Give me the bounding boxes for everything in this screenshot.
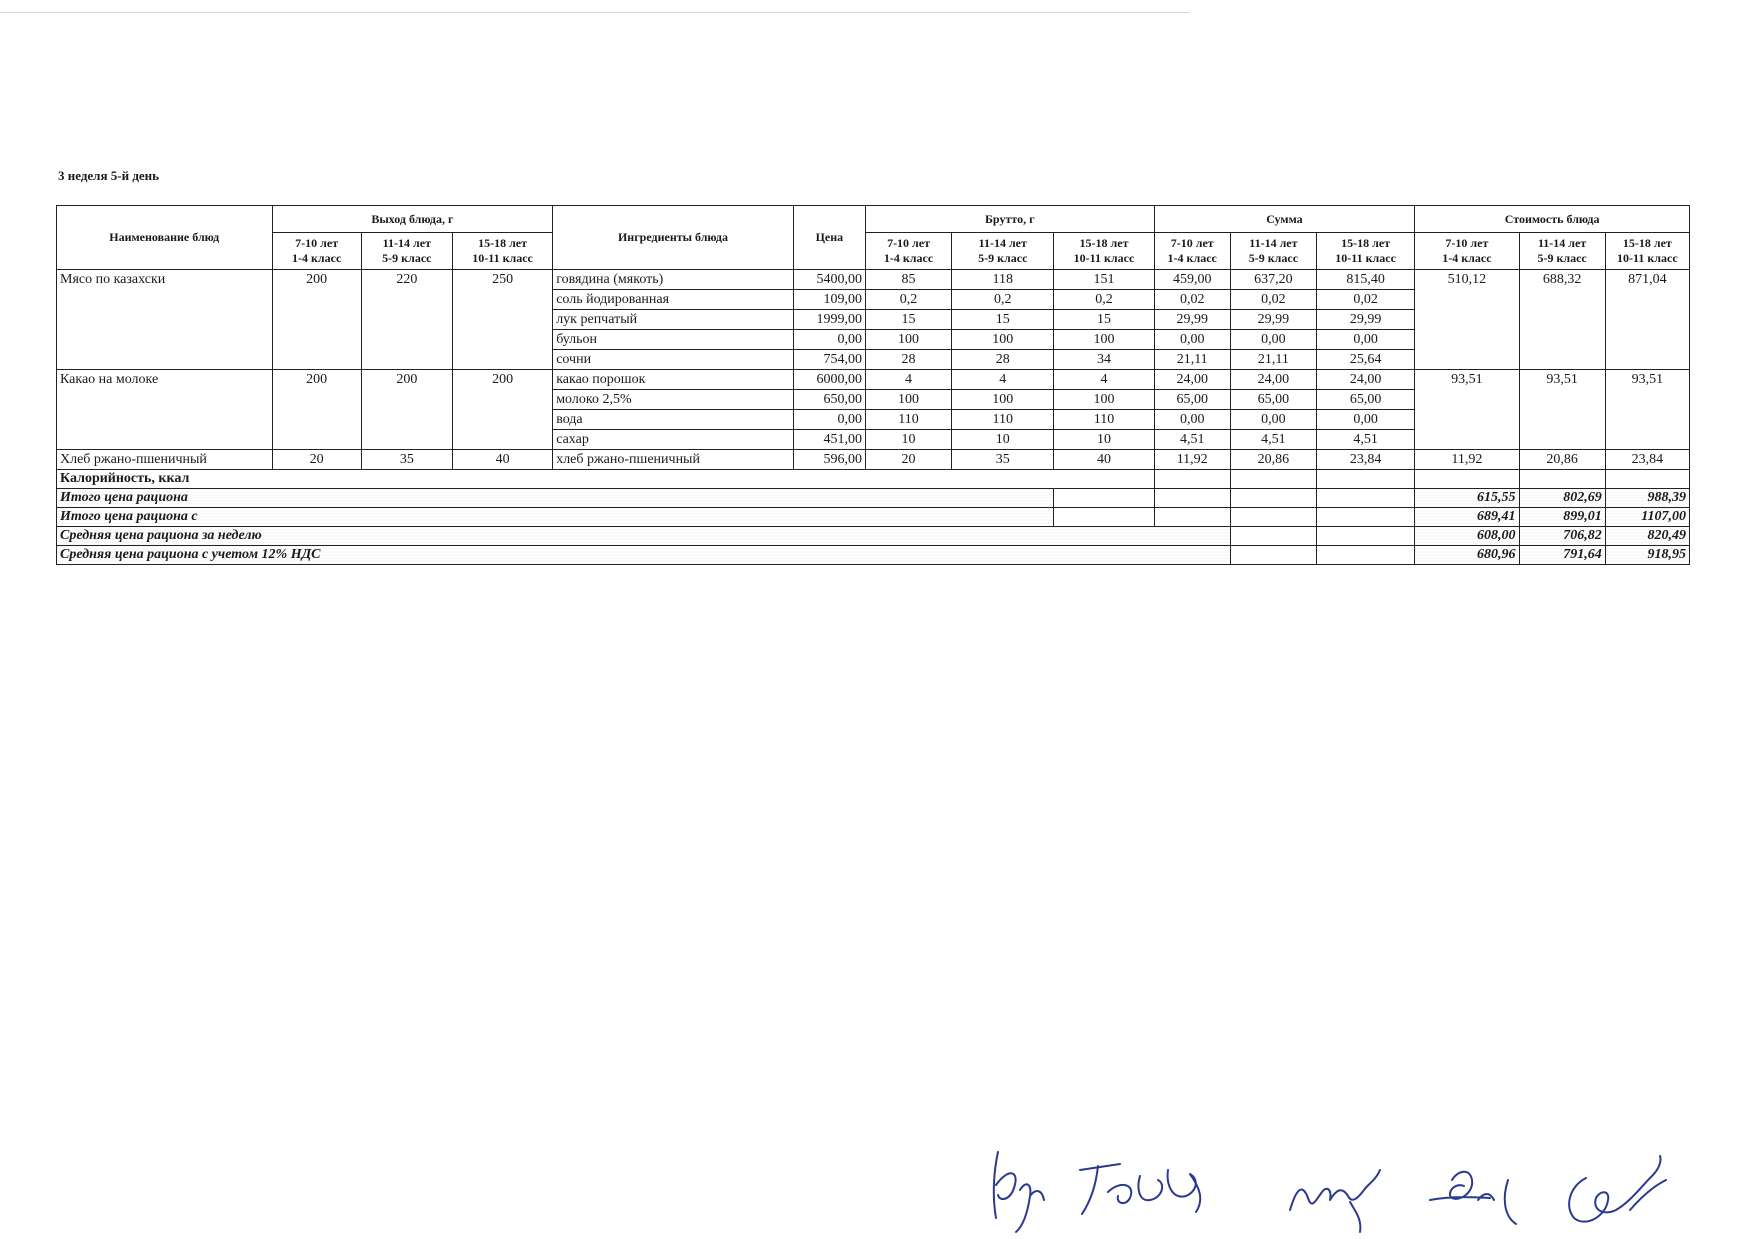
grade-label: 1-4 класс [291, 251, 342, 265]
summary-value: 802,69 [1519, 489, 1605, 508]
ingredient-brutto: 85 [865, 270, 951, 290]
summary-label: Средняя цена рациона за неделю [57, 527, 1231, 546]
ingredient-sum: 24,00 [1230, 370, 1316, 390]
ingredient-name: какао порошок [553, 370, 794, 390]
summary-label: Средняя цена рациона с учетом 12% НДС [57, 546, 1231, 565]
ingredient-brutto: 4 [865, 370, 951, 390]
dish-yield: 40 [452, 450, 552, 470]
header-sum-age-2 [1230, 233, 1316, 270]
header-sum: Сумма [1154, 206, 1415, 233]
age-range-label: 7-10 лет [887, 236, 931, 250]
grade-label: 1-4 класс [1167, 251, 1217, 265]
ingredient-brutto: 110 [952, 410, 1054, 430]
header-price: Цена [793, 206, 865, 270]
header-sum-age-1 [1154, 233, 1230, 270]
header-brutto-age-2 [952, 233, 1054, 270]
grade-label: 10-11 класс [1073, 251, 1135, 265]
ingredient-brutto: 34 [1054, 350, 1154, 370]
ingredient-sum: 0,00 [1316, 330, 1414, 350]
summary-value: 820,49 [1605, 527, 1689, 546]
header-brutto-age-1 [865, 233, 951, 270]
ingredient-name: хлеб ржано-пшеничный [553, 450, 794, 470]
dish-yield: 200 [272, 270, 361, 370]
empty-cell [1230, 508, 1316, 527]
ingredient-brutto: 151 [1054, 270, 1154, 290]
calorie-label: Калорийность, ккал [57, 470, 1155, 489]
ingredient-sum: 0,00 [1230, 330, 1316, 350]
dish-cost: 93,51 [1519, 370, 1605, 450]
ingredient-brutto: 118 [952, 270, 1054, 290]
ingredient-price: 5400,00 [793, 270, 865, 290]
ingredient-brutto: 100 [865, 330, 951, 350]
ingredient-sum: 0,00 [1316, 410, 1414, 430]
summary-value: 608,00 [1415, 527, 1519, 546]
dish-name: Хлеб ржано-пшеничный [57, 450, 273, 470]
ingredient-name: соль йодированная [553, 290, 794, 310]
ingredient-brutto: 20 [865, 450, 951, 470]
summary-row [57, 508, 1690, 527]
ingredient-brutto: 100 [952, 390, 1054, 410]
ingredient-brutto: 28 [952, 350, 1054, 370]
ingredient-sum: 29,99 [1154, 310, 1230, 330]
ingredient-brutto: 110 [1054, 410, 1154, 430]
dish-yield: 250 [452, 270, 552, 370]
summary-value: 918,95 [1605, 546, 1689, 565]
dish-yield: 200 [361, 370, 452, 450]
table-body [57, 270, 1690, 565]
summary-value: 899,01 [1519, 508, 1605, 527]
ingredient-brutto: 0,2 [1054, 290, 1154, 310]
header-yield: Выход блюда, г [272, 206, 553, 233]
ingredient-brutto: 28 [865, 350, 951, 370]
ingredient-name: сочни [553, 350, 794, 370]
ingredient-brutto: 4 [952, 370, 1054, 390]
header-yield-age-2 [361, 233, 452, 270]
ingredient-price: 0,00 [793, 410, 865, 430]
ingredient-brutto: 0,2 [865, 290, 951, 310]
ration-cost-table [56, 205, 1690, 565]
table-row [57, 450, 1690, 470]
age-range-label: 15-18 лет [1079, 236, 1129, 250]
empty-cell [1316, 546, 1414, 565]
ingredient-name: бульон [553, 330, 794, 350]
ingredient-brutto: 15 [1054, 310, 1154, 330]
ingredient-sum: 637,20 [1230, 270, 1316, 290]
age-range-label: 11-14 лет [382, 236, 431, 250]
ingredient-price: 6000,00 [793, 370, 865, 390]
empty-cell [1316, 470, 1414, 489]
age-range-label: 15-18 лет [1622, 236, 1672, 250]
summary-row [57, 546, 1690, 565]
ingredient-name: лук репчатый [553, 310, 794, 330]
ingredient-price: 596,00 [793, 450, 865, 470]
header-cost-age-3 [1605, 233, 1689, 270]
dish-cost: 871,04 [1605, 270, 1689, 370]
ingredient-brutto: 0,2 [952, 290, 1054, 310]
ingredient-name: сахар [553, 430, 794, 450]
dish-cost: 11,92 [1415, 450, 1519, 470]
dish-name: Какао на молоке [57, 370, 273, 450]
age-range-label: 15-18 лет [478, 236, 528, 250]
ingredient-sum: 24,00 [1154, 370, 1230, 390]
ingredient-price: 451,00 [793, 430, 865, 450]
header-brutto-age-3 [1054, 233, 1154, 270]
empty-cell [1230, 470, 1316, 489]
summary-value: 1107,00 [1605, 508, 1689, 527]
summary-row [57, 489, 1690, 508]
summary-value: 791,64 [1519, 546, 1605, 565]
ingredient-sum: 21,11 [1154, 350, 1230, 370]
header-yield-age-1 [272, 233, 361, 270]
summary-value: 615,55 [1415, 489, 1519, 508]
ingredient-sum: 21,11 [1230, 350, 1316, 370]
empty-cell [1230, 527, 1316, 546]
dish-cost: 93,51 [1605, 370, 1689, 450]
ingredient-name: молоко 2,5% [553, 390, 794, 410]
ingredient-brutto: 40 [1054, 450, 1154, 470]
empty-cell [1230, 546, 1316, 565]
age-range-label: 7-10 лет [1445, 236, 1489, 250]
dish-cost: 23,84 [1605, 450, 1689, 470]
summary-label: Итого цена рациона с [57, 508, 1054, 527]
age-group-header-row [57, 233, 1690, 270]
grade-label: 1-4 класс [1442, 251, 1492, 265]
grade-label: 5-9 класс [978, 251, 1028, 265]
grade-label: 5-9 класс [1248, 251, 1299, 265]
empty-cell [1154, 489, 1230, 508]
dish-name: Мясо по казахски [57, 270, 273, 370]
ingredient-brutto: 35 [952, 450, 1054, 470]
summary-value: 689,41 [1415, 508, 1519, 527]
ingredient-sum: 0,02 [1316, 290, 1414, 310]
ingredient-sum: 4,51 [1316, 430, 1414, 450]
grade-label: 1-4 класс [883, 251, 934, 265]
header-dish-name: Наименование блюд [57, 206, 273, 270]
grade-label: 10-11 класс [472, 251, 533, 265]
dish-cost: 510,12 [1415, 270, 1519, 370]
ingredient-sum: 29,99 [1316, 310, 1414, 330]
dish-yield: 220 [361, 270, 452, 370]
empty-cell [1054, 489, 1154, 508]
age-range-label: 7-10 лет [295, 236, 339, 250]
age-range-label: 11-14 лет [1537, 236, 1587, 250]
ingredient-price: 109,00 [793, 290, 865, 310]
ingredient-sum: 29,99 [1230, 310, 1316, 330]
grade-label: 5-9 класс [1537, 251, 1587, 265]
age-range-label: 15-18 лет [1341, 236, 1391, 250]
ingredient-sum: 4,51 [1154, 430, 1230, 450]
empty-cell [1519, 470, 1605, 489]
empty-cell [1316, 489, 1414, 508]
ingredient-sum: 0,02 [1154, 290, 1230, 310]
ingredient-brutto: 10 [952, 430, 1054, 450]
ingredient-price: 1999,00 [793, 310, 865, 330]
page-title: 3 неделя 5-й день [58, 168, 160, 183]
ingredient-brutto: 110 [865, 410, 951, 430]
ingredient-sum: 25,64 [1316, 350, 1414, 370]
header-sum-age-3 [1316, 233, 1414, 270]
header-cost-age-2 [1519, 233, 1605, 270]
ingredient-brutto: 100 [1054, 390, 1154, 410]
empty-cell [1605, 470, 1689, 489]
header-cost: Стоимость блюда [1415, 206, 1690, 233]
summary-value: 680,96 [1415, 546, 1519, 565]
header-brutto: Брутто, г [865, 206, 1154, 233]
ingredient-sum: 20,86 [1230, 450, 1316, 470]
empty-cell [1154, 508, 1230, 527]
ingredient-sum: 459,00 [1154, 270, 1230, 290]
ingredient-sum: 0,02 [1230, 290, 1316, 310]
dish-yield: 35 [361, 450, 452, 470]
signatures [990, 1140, 1730, 1240]
empty-cell [1154, 470, 1230, 489]
ingredient-brutto: 4 [1054, 370, 1154, 390]
ingredient-sum: 65,00 [1316, 390, 1414, 410]
age-range-label: 7-10 лет [1170, 236, 1214, 250]
ingredient-sum: 0,00 [1154, 410, 1230, 430]
header-yield-age-3 [452, 233, 552, 270]
dish-cost: 20,86 [1519, 450, 1605, 470]
ingredient-brutto: 100 [865, 390, 951, 410]
ingredient-sum: 0,00 [1230, 410, 1316, 430]
grade-label: 5-9 класс [382, 251, 432, 265]
table-row [57, 370, 1690, 390]
ingredient-name: говядина (мякоть) [553, 270, 794, 290]
ingredient-price: 650,00 [793, 390, 865, 410]
empty-cell [1316, 508, 1414, 527]
dish-yield: 200 [452, 370, 552, 450]
empty-cell [1415, 470, 1519, 489]
header-ingredients: Ингредиенты блюда [553, 206, 794, 270]
ingredient-price: 754,00 [793, 350, 865, 370]
ingredient-brutto: 15 [865, 310, 951, 330]
scan-edge-line [0, 12, 1190, 13]
age-range-label: 11-14 лет [978, 236, 1027, 250]
ingredient-brutto: 10 [865, 430, 951, 450]
ingredient-price: 0,00 [793, 330, 865, 350]
ingredient-sum: 4,51 [1230, 430, 1316, 450]
grade-label: 10-11 класс [1617, 251, 1678, 265]
empty-cell [1230, 489, 1316, 508]
ingredient-sum: 11,92 [1154, 450, 1230, 470]
grade-label: 10-11 класс [1335, 251, 1396, 265]
ingredient-brutto: 15 [952, 310, 1054, 330]
empty-cell [1054, 508, 1154, 527]
ingredient-brutto: 100 [1054, 330, 1154, 350]
dish-yield: 200 [272, 370, 361, 450]
summary-value: 706,82 [1519, 527, 1605, 546]
summary-row [57, 527, 1690, 546]
table-row [57, 270, 1690, 290]
dish-yield: 20 [272, 450, 361, 470]
summary-label: Итого цена рациона [57, 489, 1054, 508]
header-cost-age-1 [1415, 233, 1519, 270]
ingredient-brutto: 100 [952, 330, 1054, 350]
ingredient-sum: 24,00 [1316, 370, 1414, 390]
ingredient-sum: 65,00 [1154, 390, 1230, 410]
dish-cost: 688,32 [1519, 270, 1605, 370]
summary-value: 988,39 [1605, 489, 1689, 508]
ingredient-sum: 0,00 [1154, 330, 1230, 350]
dish-cost: 93,51 [1415, 370, 1519, 450]
ingredient-sum: 815,40 [1316, 270, 1414, 290]
ingredient-sum: 65,00 [1230, 390, 1316, 410]
ingredient-sum: 23,84 [1316, 450, 1414, 470]
calorie-row [57, 470, 1690, 489]
empty-cell [1316, 527, 1414, 546]
ingredient-name: вода [553, 410, 794, 430]
age-range-label: 11-14 лет [1249, 236, 1298, 250]
ingredient-brutto: 10 [1054, 430, 1154, 450]
